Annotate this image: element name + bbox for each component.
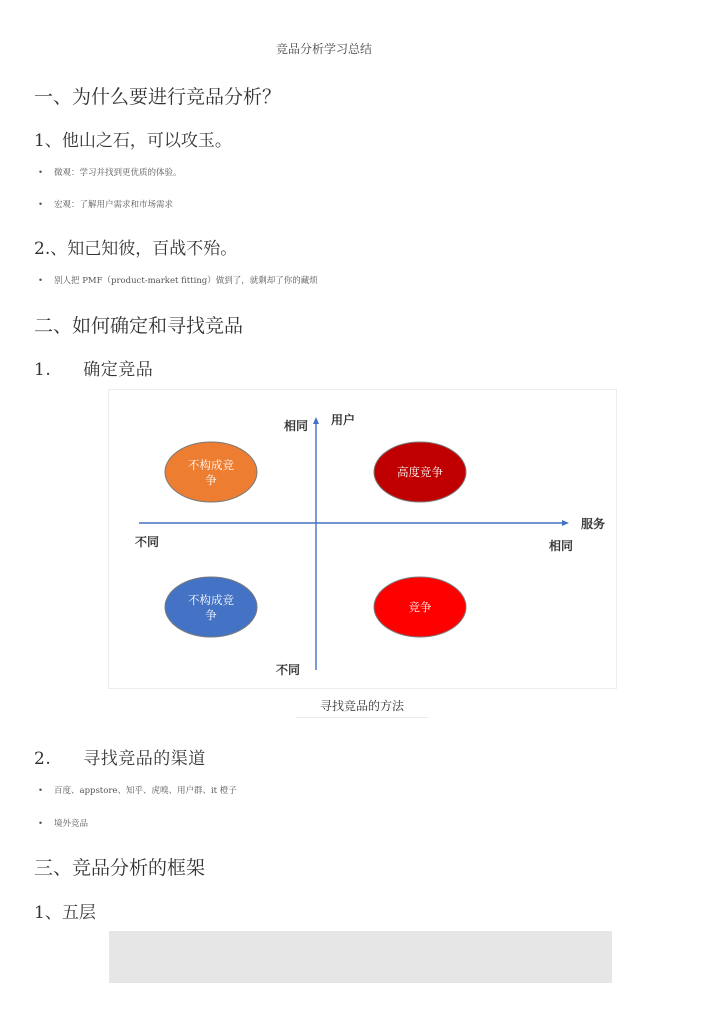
quadrant-top-right-label: 高度竞争 xyxy=(397,465,443,479)
bullet-item-pmf xyxy=(38,274,318,286)
section-heading-why: 一、为什么要进行竞品分析？ xyxy=(34,86,282,108)
bullet-icon: • xyxy=(38,200,44,210)
bullet-item-channels xyxy=(38,784,237,796)
quadrant-bottom-left-ellipse xyxy=(165,577,257,637)
bullet-icon: • xyxy=(38,168,44,178)
y-axis-top-label: 相同 xyxy=(284,419,309,433)
subheading-number: 1. xyxy=(34,360,52,380)
bullet-icon: • xyxy=(38,786,44,796)
x-axis-name: 服务 xyxy=(581,517,606,531)
x-axis-right-label: 相同 xyxy=(549,539,574,553)
bullet-text: 百度、appstore、知乎、虎嗅、用户群、it 橙子 xyxy=(54,786,237,796)
bullet-item-overseas xyxy=(38,817,88,829)
subheading-learn-from-others: 1、他山之石，可以攻玉。 xyxy=(34,131,232,151)
x-axis-arrow xyxy=(562,520,569,526)
document-title: 竞品分析学习总结 xyxy=(275,42,372,56)
quadrant-bottom-right-label: 竞争 xyxy=(408,600,432,614)
subheading-know-yourself: 2.、知己知彼，百战不殆。 xyxy=(34,239,238,259)
subheading-label: 寻找竞品的渠道 xyxy=(83,749,206,769)
quadrant-bottom-left-label-line2: 争 xyxy=(205,608,217,622)
figure-caption: 寻找竞品的方法 xyxy=(296,697,428,718)
bullet-text: 境外竞品 xyxy=(54,819,89,829)
subheading-label: 确定竞品 xyxy=(83,360,154,380)
bullet-text: 宏观：了解用户需求和市场需求 xyxy=(54,200,174,210)
x-axis-left-label: 不同 xyxy=(135,535,160,549)
competitor-quadrant-diagram xyxy=(108,389,617,689)
section-heading-how: 二、如何确定和寻找竞品 xyxy=(34,315,244,337)
quadrant-top-left-label-line1: 不构成竞 xyxy=(188,458,234,472)
y-axis-bottom-label: 不同 xyxy=(276,663,301,677)
bullet-text: 别人把 PMF（product-market fitting）做到了，就剩却了你的藏烦 xyxy=(54,276,318,286)
quadrant-bottom-left-label-line1: 不构成竞 xyxy=(188,593,234,607)
subheading-find-channels xyxy=(34,744,206,769)
quadrant-top-left-ellipse xyxy=(165,442,257,502)
bullet-item-micro xyxy=(38,166,182,178)
y-axis-name: 用户 xyxy=(331,413,356,427)
bullet-text: 微观：学习并找到更优质的体验。 xyxy=(54,168,182,178)
bullet-icon: • xyxy=(38,276,44,286)
quadrant-top-left-label-line2: 争 xyxy=(205,473,217,487)
subheading-determine-competitors xyxy=(34,355,153,380)
section-heading-framework: 三、竞品分析的框架 xyxy=(34,857,206,879)
quadrant-svg xyxy=(109,390,616,688)
subheading-number: 2. xyxy=(34,749,52,769)
bullet-icon: • xyxy=(38,819,44,829)
y-axis-arrow xyxy=(313,417,319,424)
image-placeholder xyxy=(109,931,612,983)
bullet-item-macro xyxy=(38,198,173,210)
subheading-five-layers: 1、五层 xyxy=(34,903,96,923)
